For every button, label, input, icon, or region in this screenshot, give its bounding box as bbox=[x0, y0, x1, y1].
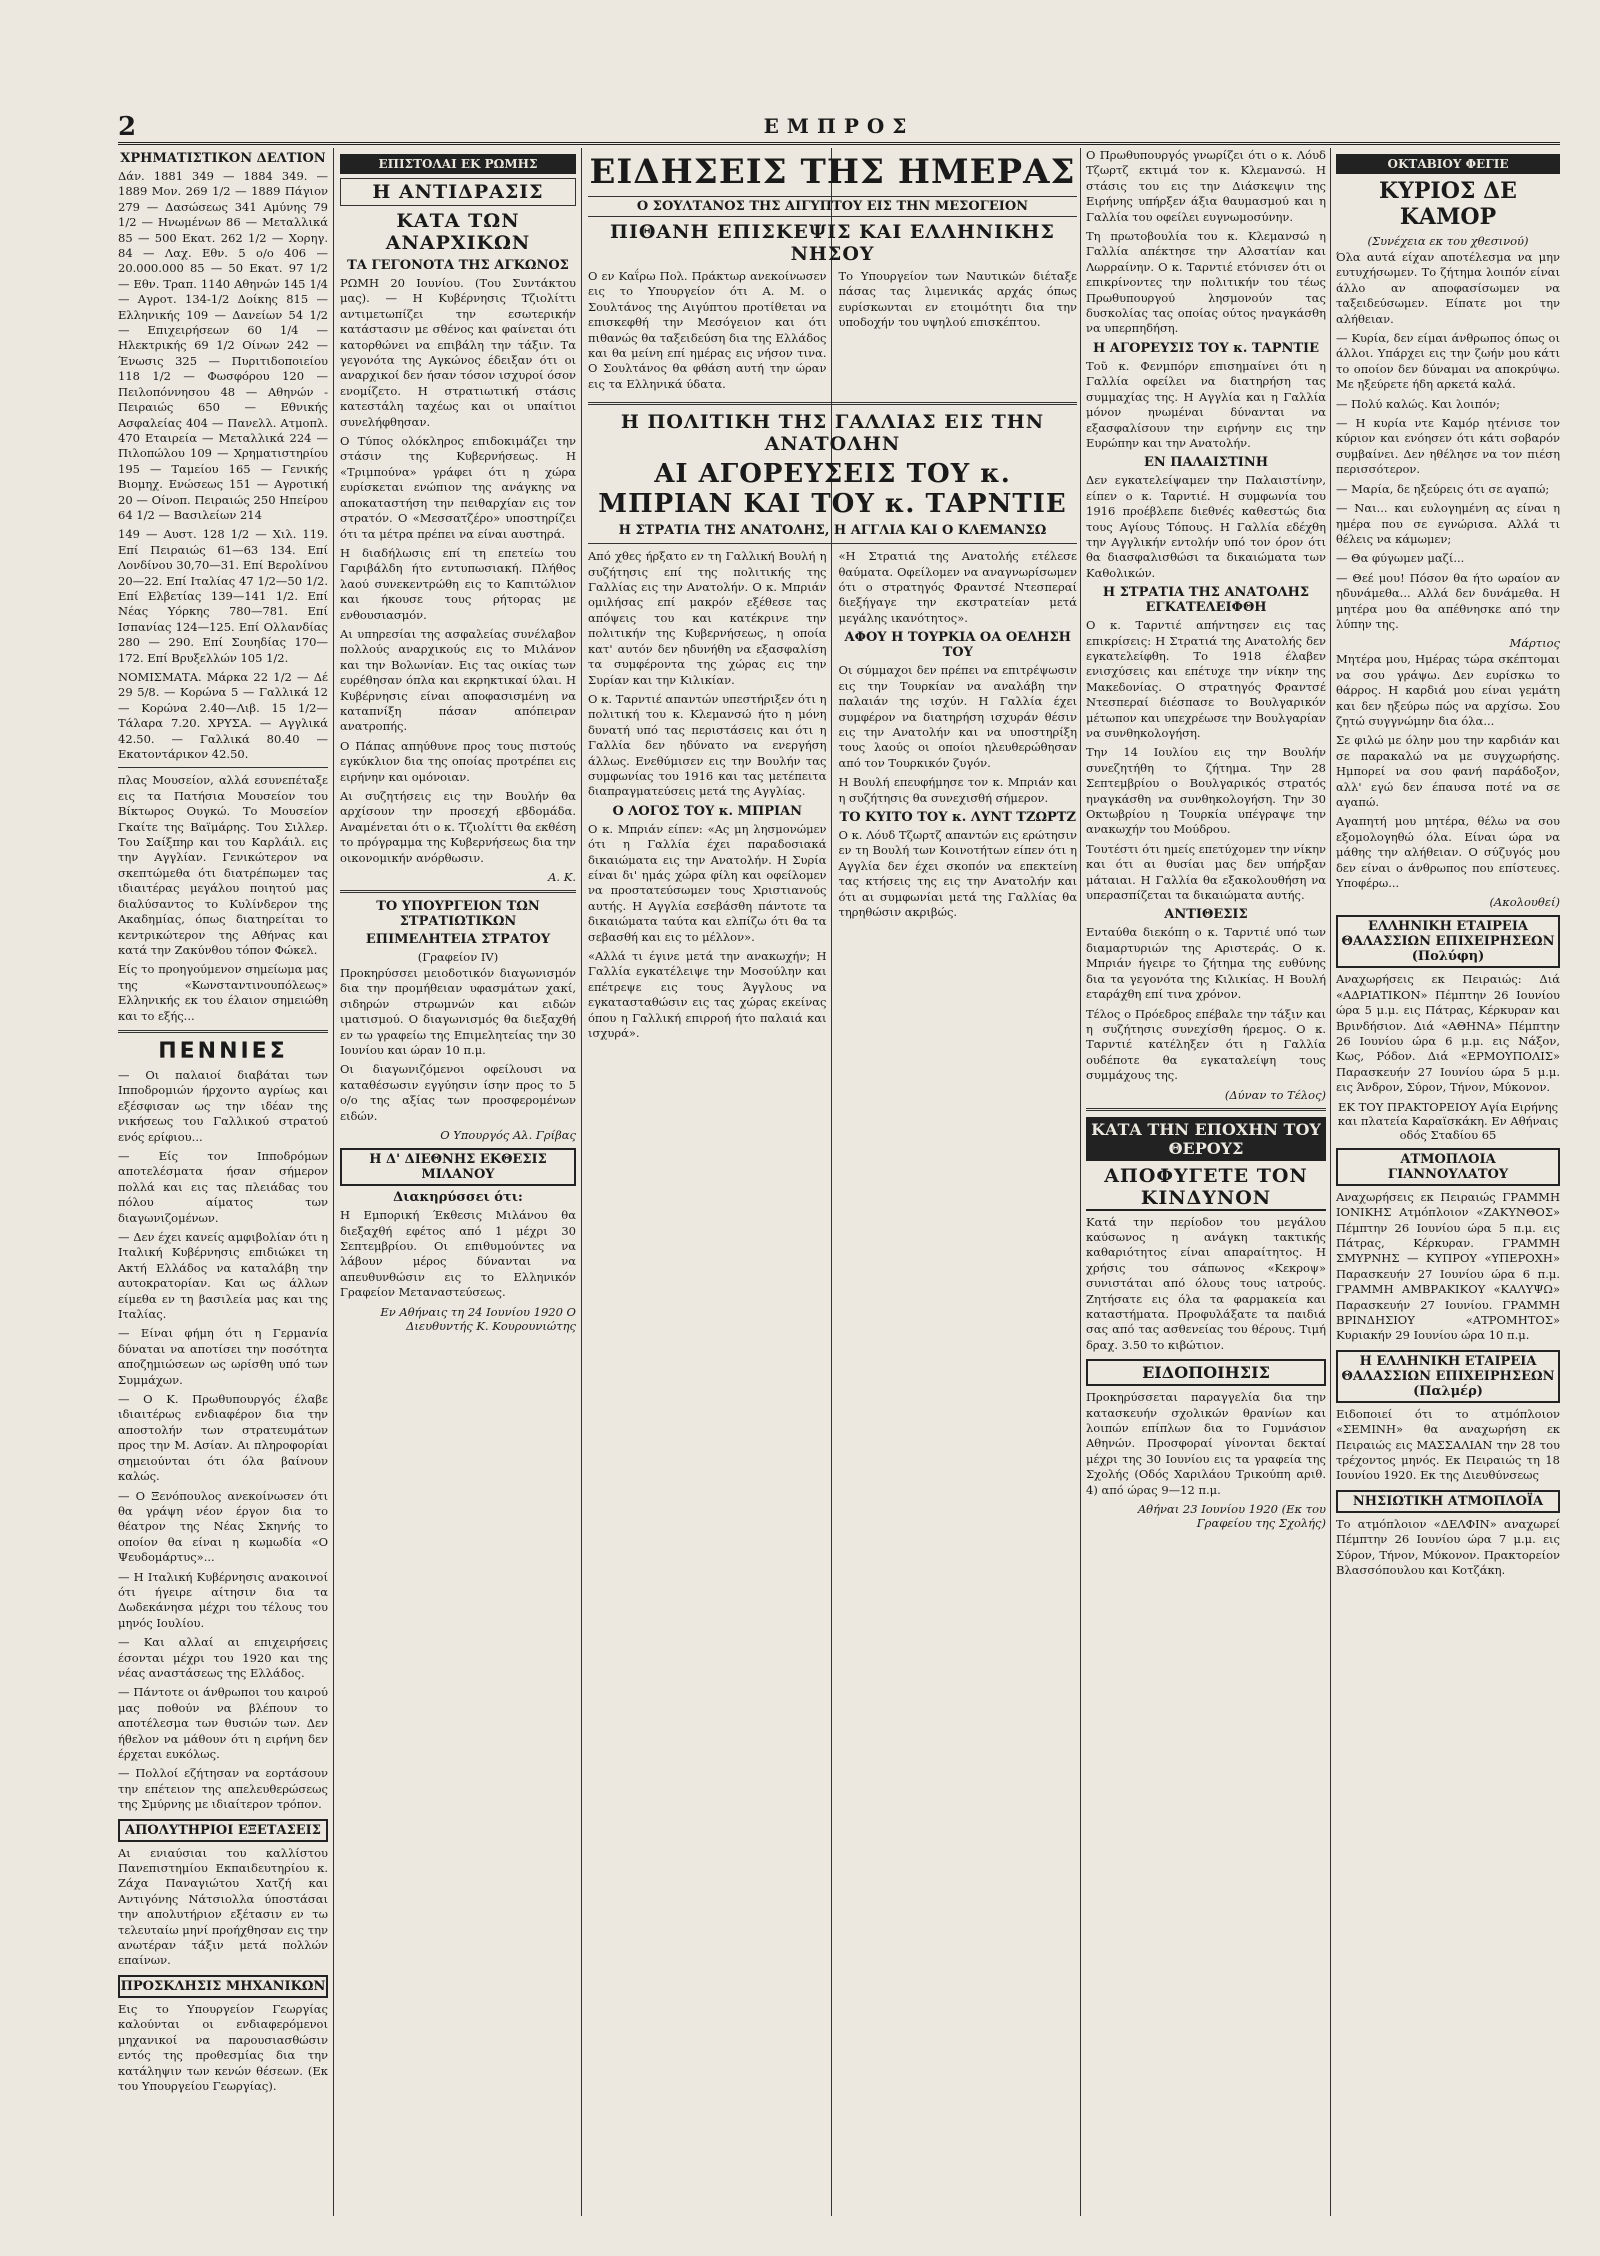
article-text: Δεν εγκατελείψαμεν την Παλαιστίνην, είπεν ο κ. Ταρντιέ. Η συμφωνία του 1916 προέβλεπε διεθνές καθεστώς δια τους Αγίους Τόπους. Η Γαλλία εδέχθη την Αγγλικήν εντολήν υπό τον όρον ότι θα διασφαλισθώσι τα δικαιώματα των Καθολικών. bbox=[1086, 473, 1326, 580]
news-item: — Και αλλαί αι επιχειρήσεις έσονται μέχρι του 1920 και της νέας αναστάσεως της Ελλάδος. bbox=[118, 1635, 328, 1680]
article-text: Ο κ. Ταρντιέ απήντησεν εις τας επικρίσεις: Η Στρατιά της Ανατολής δεν εγκατελείφθη. Το 1918 έλαβεν ενισχύσεις και επέτυχε την νίκην της Μακεδονίας. Ο στρατηγός Φραντσέ Ντεσπεραί διέσπασε το Βουλγαρικόν μέτωπον και υπεχρέωσε την Βουλγαρίαν να συνθηκολογήση. bbox=[1086, 618, 1326, 740]
exams-heading: ΑΠΟΛΥΤΗΡΙΟΙ ΕΞΕΤΑΣΕΙΣ bbox=[118, 1819, 328, 1842]
shipping-heading: Η ΕΛΛΗΝΙΚΗ ΕΤΑΙΡΕΙΑ ΘΑΛΑΣΣΙΩΝ ΕΠΙΧΕΙΡΗΣΕΩΝ (Παλμέρ) bbox=[1336, 1350, 1560, 1403]
shipping-text: Αναχωρήσεις εκ Πειραιώς ΓΡΑΜΜΗ ΙΟΝΙΚΗΣ Ατμόπλοιον «ΖΑΚΥΝΘΟΣ» Πέμπτην 26 Ιουνίου ώρα 5 π.μ. εις Πάτρας, Κέρκυραν. ΓΡΑΜΜΗ ΣΜΥΡΝΗΣ — ΚΥΠΡΟΥ «ΥΠΕΡΟΧΗ» Παρασκευήν 27 Ιουνίου ώρα 6 π.μ. ΓΡΑΜΜΗ ΑΜΒΡΑΚΙΚΟΥ «ΚΑΛΥΨΩ» Παρασκευήν 27 Ιουνίου. ΓΡΑΜΜΗ ΒΡΙΝΔΗΣΙΟΥ «ΑΤΡΟΜΗΤΟΣ» Κυριακήν 29 Ιουνίου ώρα 10 π.μ. bbox=[1336, 1189, 1560, 1343]
market-report-title: ΧΡΗΜΑΤΙΣΤΙΚΟΝ ΔΕΛΤΙΟΝ bbox=[120, 151, 326, 166]
serial-text: Όλα αυτά είχαν αποτέλεσμα να μην ευτυχήσωμεν. Το ζήτημα λοιπόν είναι άλλο αν αποφασίσωμεν να ταξειδεύσωμεν. Είπατε μοι την αλήθειαν. bbox=[1336, 250, 1560, 326]
notice-heading: ΤΟ ΥΠΟΥΡΓΕΙΟΝ ΤΩΝ ΣΤΡΑΤΙΩΤΙΚΩΝ bbox=[376, 899, 540, 930]
article-text: Ο Τύπος ολόκληρος επιδοκιμάζει την στάσιν της Κυβερνήσεως. Η «Τριμπούνα» γράφει ότι η χώρα ευρίσκεται ενώπιον της ανάγκης να αποκαταστήση την πειθαρχίαν εις τον στρατόν. Ο «Μεσσατζέρο» υποστηρίζει ότι τα μέτρα πρέπει να είναι αυστηρά. bbox=[340, 434, 576, 541]
headline: ΚΑΤΑ ΤΩΝ ΑΝΑΡΧΙΚΩΝ bbox=[385, 210, 531, 254]
news-item: — Η Ιταλική Κυβέρνησις ανακοινοί ότι ήγειρε αίτησιν δια τα Δωδεκάνησα μέχρι του τέλους του μηνός Ιουλίου. bbox=[118, 1569, 328, 1630]
section-subheading: Η ΣΤΡΑΤΙΑ ΤΗΣ ΑΝΑΤΟΛΗΣ ΕΓΚΑΤΕΛΕΙΦΘΗ bbox=[1102, 585, 1310, 616]
article-text: Ο Πάπας απηύθυνε προς τους πιστούς εγκύκλιον δια της οποίας προτρέπει εις ειρήνην και ομόνοιαν. bbox=[340, 738, 576, 784]
section-subheading: ΑΝΤΙΘΕΣΙΣ bbox=[1164, 907, 1248, 923]
advert-text: Κατά την περίοδον του μεγάλου καύσωνος η ανάγκη τακτικής καθαριότητος είναι απαραίτητος. Η χρήσις του σάπωνος «Κεκροψ» συνιστάται από όλους τους ιατρούς. Ζητήσατε εις όλα τα φαρμακεία και καταστήματα. Προφυλάξατε τα παιδιά σας από τας ασθενείας του θέρους. Τιμή δραχ. 3.50 το κιβώτιον. bbox=[1086, 1214, 1326, 1352]
notice-text: Προκηρύσσει μειοδοτικόν διαγωνισμόν δια την προμήθειαν υφασμάτων χακί, σιδηρών στρωμνών και ειδών ιματισμού. Ο διαγωνισμός θα διεξαχθή εν τω γραφείω της Επιμελητείας την 30 Ιουνίου και ώραν 10 π.μ. bbox=[340, 966, 576, 1058]
serial-text: Σε φιλώ με όλην μου την καρδιάν και σε παρακαλώ να με συγχωρήσης. Ημπορεί να σου φανή παράδοξον, αλλ' εγώ δεν έπαυσα ποτέ να σε αγαπώ. bbox=[1336, 733, 1560, 809]
column-rule bbox=[1330, 148, 1331, 2216]
section-subheading: ΤΟ ΚΥΙΤΟ ΤΟΥ κ. ΛΥΝΤ ΤΖΩΡΤΖ bbox=[839, 809, 1076, 825]
page-number: 2 bbox=[118, 112, 137, 142]
engineers-text: Εις το Υπουργείον Γεωργίας καλούνται οι ενδιαφερόμενοι μηχανικοί να παρουσιασθώσιν εντός της προθεσμίας δια την κατάληψιν των κενών θέσεων. (Εκ του Υπουργείου Γεωργίας). bbox=[118, 2001, 328, 2093]
article-text: ΡΩΜΗ 20 Ιουνίου. (Του Συντάκτου μας). — Η Κυβέρνησις Τζιολίττι αντιμετωπίζει την εσωτερικήν κατάστασιν με σθένος και φαίνεται ότι κατορθώνει να επιβάλη την τάξιν. Τα γεγονότα της Αγκώνος έδειξαν ότι οι αναρχικοί δεν ήσαν τόσον ισχυροί όσον ενομίζετο. Η στρατιωτική στάσις κατεστάλη ταχέως και οι υπαίτιοι συνελήφθησαν. bbox=[340, 276, 576, 429]
article-text: Η διαδήλωσις επί τη επετείω του Γαριβάλδη ήτο εντυπωσιακή. Πλήθος λαού συνεκεντρώθη εις το Καπιτώλιον και ήκουσε τους ρήτορας με ενθουσιασμόν. bbox=[340, 545, 576, 622]
article-text: πλας Μουσείον, αλλά εσυνεπέταξε εις τα Πατήσια Μουσείον του Βίκτωρος Ουγκώ. Το Μουσείον Γκαίτε της Βαϊμάρης. Του Σιλλερ. Του Σαίξπηρ και του Καρλάιλ. εις την Αγγλίαν. Γενικώτερον να σκεπτώμεθα ότι διατρέπωμεν τας ιδιαιτέρας μεγάλου ποιητού μας διαλύσαντος το Κυλίνδερον της Ακαδημίας, όπως διατηρείται το κεντρικώτερον της Αθήνας και κατά την Ζακύνθου τόπον Φώκελ. bbox=[118, 773, 328, 957]
article-text: Ενταύθα διεκόπη ο κ. Ταρντιέ υπό των διαμαρτυριών της Αριστεράς. Ο κ. Μπριάν ήγειρε το ζήτημα της ευθύνης δια τα γεγονότα της Κιλικίας. Η Βουλή εταράχθη επί τινα χρόνον. bbox=[1086, 925, 1326, 1002]
headline: Η ΠΟΛΙΤΙΚΗ ΤΗΣ ΓΑΛΛΙΑΣ ΕΙΣ ΤΗΝ ΑΝΑΤΟΛΗΝ bbox=[620, 411, 1045, 456]
notice-subheading: (Γραφείον IV) bbox=[417, 950, 499, 965]
exams-text: Αι ενιαύσιαι του καλλίστου Πανεπιστημίου Εκπαιδευτηρίου κ. Ζάχα Παναγιώτου Χατζή και Αντιγόνης Νάτσιολλα ύποστάσαι την απολυτήριον εξέτασιν εν τω τελευταίω μηνί προήχθησαν εις την ανωτέραν τάξιν μετά πολλών επαίνων. bbox=[118, 1845, 328, 1968]
article-text: Ο Πρωθυπουργός γνωρίζει ότι ο κ. Λόυδ Τζωρτζ εκτιμά τον κ. Κλεμανσώ. Η στάσις του εις την Διάσκεψιν της Ειρήνης υπήρξεν άξια θαυμασμού και η Γαλλία του οφείλει ευγνωμοσύνην. bbox=[1086, 148, 1326, 224]
shipping-text: Το ατμόπλοιον «ΔΕΛΦΙΝ» αναχωρεί Πέμπτην 26 Ιουνίου ώρα 7 μ.μ. εις Σύρον, Τήνον, Μύκονον. Πρακτορείον Βλασσόπουλου και Κοτζάκη. bbox=[1336, 1516, 1560, 1577]
news-item: — Είναι φήμη ότι η Γερμανία δύναται να αποτίσει την ποσότητα αποζημιώσεων ως ωρίσθη υπό των Συμμάχων. bbox=[118, 1326, 328, 1387]
section-heading: ΕΠΙΣΤΟΛΑΙ ΕΚ ΡΩΜΗΣ bbox=[340, 154, 576, 174]
serial-date: Μάρτιος bbox=[1509, 636, 1560, 651]
shipping-text: Αναχωρήσεις εκ Πειραιώς: Διά «ΑΔΡΙΑΤΙΚΟΝ» Πέμπτην 26 Ιουνίου ώρα 5 μ.μ. εις Πάτρας, Κέρκυραν και Βρινδήσιον. Διά «ΑΘΗΝΑ» Πέμπτην 26 Ιουνίου ώρα 6 μ.μ. εις Νάξον, Κως, Ρόδον. Διά «ΕΡΜΟΥΠΟΛΙΣ» Παρασκευήν 27 Ιουνίου ώρα 5 μ.μ. εις Άνδρον, Σύρον, Τήνον, Μύκονον. bbox=[1336, 972, 1560, 1095]
column-5 bbox=[1336, 148, 1560, 2216]
expo-subheading: Διακηρύσσει ότι: bbox=[393, 1190, 523, 1206]
serial-subtitle: (Συνέχεια εκ του χθεσινού) bbox=[1367, 234, 1529, 248]
news-item: — Οι παλαιοί διαβάται των Ιπποδρομιών ήρχοντο αγρίως και εξέσφισαν ως την ιδέαν της νικήσεως του Γαλλικού στρατού ενός ερίφιου... bbox=[118, 1067, 328, 1144]
masthead bbox=[118, 112, 1560, 145]
serial-text: — Πολύ καλώς. Και λοιπόν; bbox=[1336, 396, 1501, 411]
column-1 bbox=[118, 148, 328, 2216]
serial-author: ΟΚΤΑΒΙΟΥ ΦΕΓΙΕ bbox=[1336, 154, 1560, 174]
signature: (Δύναν το Τέλος) bbox=[1224, 1087, 1326, 1102]
serial-text: Αγαπητή μου μητέρα, θέλω να σου εξομολογηθώ όλα. Είναι ώρα να μάθης την αλήθειαν. Ο σύζυγός μου δεν είναι ο άνθρωπος που επίστευες. Υποφέρω... bbox=[1336, 814, 1560, 891]
serial-text: — Ναι... και ευλογημένη ας είναι η ημέρα που σε εγνώρισα. Αλλά τι θέλεις να κάμωμεν; bbox=[1336, 501, 1560, 546]
notice-heading: ΕΠΙΜΕΛΗΤΕΙΑ ΣΤΡΑΤΟΥ bbox=[365, 932, 551, 948]
column-4 bbox=[838, 148, 1076, 2216]
section-subheading: ΕΝ ΠΑΛΑΙΣΤΙΝΗ bbox=[1143, 455, 1269, 471]
column-4-text bbox=[1086, 148, 1326, 2216]
headline: Ο ΣΟΥΛΤΑΝΟΣ ΤΗΣ ΑΙΓΥΠΤΟΥ ΕΙΣ ΤΗΝ ΜΕΣΟΓΕΙΟΝ bbox=[588, 196, 1077, 217]
shipping-heading: ΝΗΣΙΩΤΙΚΗ ΑΤΜΟΠΛΟΪΑ bbox=[1336, 1490, 1560, 1513]
serial-text: Μητέρα μου, Ημέρας τώρα σκέπτομαι να σου γράψω. Δεν ευρίσκω το θάρρος. Η καρδιά μου είναι γεμάτη και δεν ηξεύρω πώς να αρχίσω. Σου ζητώ συγγνώμην δια όλα... bbox=[1336, 652, 1560, 728]
subheadline: Η ΣΤΡΑΤΙΑ ΤΗΣ ΑΝΑΤΟΛΗΣ, Η ΑΓΓΛΙΑ ΚΑΙ Ο ΚΛΕΜΑΝΣΩ bbox=[618, 523, 1047, 539]
notice-text: Οι διαγωνιζόμενοι οφείλουσι να καταθέσωσιν εγγύησιν ίσην προς το 5 ο/ο της αξίας των προσφερομένων ειδών. bbox=[340, 1062, 576, 1123]
article-text: Αι συζητήσεις εις την Βουλήν θα αρχίσουν την προσεχή εβδομάδα. Αναμένεται ότι ο κ. Τζιολίττι θα εκθέση το πρόγραμμα της Κυβερνήσεως δια την οικονομικήν ανόρθωσιν. bbox=[340, 789, 576, 865]
column-rule bbox=[581, 148, 582, 2216]
article-text: «Αλλά τι έγινε μετά την ανακωχήν; Η Γαλλία εγκατέλειψε την Μοσούλην και επέτρεψε εις τους Άγγλους να εγκατασταθώσιν εις τας χώρας εκείνας όπου η Γαλλική επιρροή ήτο παλαιά και ισχυρά». bbox=[588, 949, 827, 1041]
market-report-text: Δάν. 1881 349 — 1884 349. — 1889 Μον. 269 1/2 — 1889 Πάγιον 279 — Δασώσεως 341 Αμύνης 79 1/2 — Ηνωμένων 86 — Μεταλλικά 85 — 500 Εκατ. 262 1/2 — Χορηγ. 84 — Λαχ. Εθν. 5 ο/ο 406 — 20.000.000 85 — 50 Εκατ. 97 1/2 — Εθν. Τραπ. 1140 Αθηνών 145 1/4 — Αγροτ. 134-1/2 Δοίκης 815 — Ελληνικής 109 — Δανείων 54 1/2 — Επιχειρήσεων 60 1/4 — Ηλεκτρικής 69 1/2 Οίνων 242 — Ένωσις 325 — Πυριτιδοποιείου 118 1/2 — Φωσφόρου 120 — Πειλοπόννησου 48 — Αθηνών - Πειραιώς 650 — Εθνικής Ασφαλείας 404 — Πανελλ. Ατμοπλ. 470 Εταιρεία — Μεταλλικά 224 — Πιλοπώλου 109 — Χρηματιστηρίου 195 — Ταμείου 165 — Γενικής Βιομηχ. Ενώσεως 151 — Αγροτική 20 — Οίνοπ. Πειραιώς 250 Ηπείρου 64 1/2 — Βασιλείων 214 bbox=[118, 169, 328, 522]
signature: Αθήναι 23 Ιουνίου 1920 (Εκ του Γραφείου της Σχολής) bbox=[1137, 1502, 1326, 1531]
advert-heading: ΑΠΟΦΥΓΕΤΕ ΤΟΝ ΚΙΝΔΥΝΟΝ bbox=[1086, 1165, 1326, 1211]
signature: Εν Αθήναις τη 24 Ιουνίου 1920 Ο Διευθυντής Κ. Κουρουνιώτης bbox=[380, 1304, 576, 1333]
notice-text: Προκηρύσσεται παραγγελία δια την κατασκευήν σχολικών θρανίων και λοιπών επίπλων δια το Γυμνάσιον Αθηνών. Προσφοραί γίνονται δεκταί μέχρι της 30 Ιουνίου εις τα γραφεία της Σχολής (Οδός Χαριλάου Τρικούπη αριθ. 4) από ώρας 9—12 π.μ. bbox=[1086, 1390, 1326, 1497]
section-subheading: Ο ΛΟΓΟΣ ΤΟΥ κ. ΜΠΡΙΑΝ bbox=[612, 803, 803, 819]
signature: Ο Υπουργός Αλ. Γρίβας bbox=[440, 1128, 576, 1143]
shipping-heading: ΕΛΛΗΝΙΚΗ ΕΤΑΙΡΕΙΑ ΘΑΛΑΣΣΙΩΝ ΕΠΙΧΕΙΡΗΣΕΩΝ (Πολύφη) bbox=[1336, 915, 1560, 968]
serial-title: ΚΥΡΙΟΣ ΔΕ ΚΑΜΟΡ bbox=[1379, 178, 1517, 230]
serial-text: — Θεέ μου! Πόσον θα ήτο ωραίον αν ηδυνάμεθα... Αλλά δεν δυνάμεθα. Η μητέρα μου θα απέθνησκε από την λύπην της. bbox=[1336, 570, 1560, 631]
news-item: — Δεν έχει κανείς αμφιβολίαν ότι η Ιταλική Κυβέρνησις επιδιώκει τη Ακτή Ελλάδος να καταλάβη την αυτοκρατορίαν. Και ως άλλων είμεθα εν τη βασιλεία μας και της Ιταλίας. bbox=[118, 1230, 328, 1322]
serial-continued: (Ακολουθεί) bbox=[1489, 895, 1560, 910]
column-2 bbox=[340, 148, 576, 2216]
headline: Η ΑΝΤΙΔΡΑΣΙΣ bbox=[340, 178, 576, 206]
article-text: Είς το προηγούμενον σημείωμα μας της «Κωνσταντινουπόλεως» Ελληνικής εκ του έλαιον σημειώθη και το εξής... bbox=[118, 962, 328, 1023]
article-text: Τοῦ κ. Φενμπόρν επισημαίνει ότι η Γαλλία οφείλει να διατηρήση τας συμμαχίας της. Η Αγγλία και η Γαλλία μόνον ηνωμέναι δύνανται να εξασφαλίσουν την ειρήνην εις την Ευρώπην και την Ανατολήν. bbox=[1086, 358, 1326, 450]
article-text: Τουτέστι ότι ημείς επετύχομεν την νίκην και ότι αι θυσίαι μας δεν υπήρξαν μάταιαι. Η Γαλλία θα εξακολουθήση να υπερασπίζεται τα δικαιώματα αυτής. bbox=[1086, 841, 1326, 903]
signature: Α. Κ. bbox=[548, 870, 576, 885]
serial-text: — Κυρία, δεν είμαι άνθρωπος όπως οι άλλοι. Υπάρχει εις την ζωήν μου κάτι το οποίον δεν δύναμαι να αποκρύψω. Με ηξεύρετε ήδη αρκετά καλά. bbox=[1336, 331, 1560, 392]
currency-report: ΝΟΜΙΣΜΑΤΑ. Μάρκα 22 1/2 — Δέ 29 5/8. — Κορώνα 5 — Γαλλικά 12 — Κορώνα 2.40—Λιβ. 15 1/2—Τάλαρα 7.20. ΧΡΥΣΑ. — Αγγλικά 42.50. — Γαλλικά 80.40 — Εκατοντάρικον 42.50. bbox=[118, 670, 328, 762]
article-subcolumn bbox=[588, 549, 827, 1045]
news-item: — Πολλοί εζήτησαν να εορτάσουν την επέτειον της απελευθερώσεως της Σμύρνης με ιδιαίτερον τρόπον. bbox=[118, 1766, 328, 1812]
engineers-heading: ΠΡΟΣΚΛΗΣΙΣ ΜΗΧΑΝΙΚΩΝ bbox=[118, 1975, 328, 1998]
column-rule bbox=[333, 148, 334, 2216]
article-text: Την 14 Ιουλίου εις την Βουλήν συνεζητήθη το ζήτημα. Την 28 Σεπτεμβρίου ο Βουλγαρικός στρατός ηναγκάσθη να συνθηκολογήση. Την 30 Οκτωβρίου η Τουρκία υπέγραψε την ανακωχήν του Μούδρου. bbox=[1086, 745, 1326, 837]
article-text: Ο κ. Μπριάν είπεν: «Ας μη λησμονώμεν ότι η Γαλλία έχει παραδοσιακά δικαιώματα εις την Ανατολήν. Η Συρία είναι δι' ημάς χώρα φίλη και οφείλομεν να προστατεύσωμεν τους Χριστιανούς αυτής. Η Αγγλία εσεβάσθη πάντοτε τα δικαιώματα ταύτα και ελπίζω ότι θα τα σεβασθή και εις το μέλλον». bbox=[588, 821, 827, 944]
pennies-title: ΠΕΝΝΙΕΣ bbox=[158, 1038, 288, 1064]
subheadline: ΤΑ ΓΕΓΟΝΟΤΑ ΤΗΣ ΑΓΚΩΝΟΣ bbox=[347, 258, 569, 273]
article-text: Το Υπουργείον των Ναυτικών διέταξε πάσας τας λιμενικάς αρχάς όπως ευρίσκωνται εν ετοιμότητι δια την υποδοχήν του υψηλού επισκέπτου. bbox=[838, 269, 1077, 330]
article-text: Ο κ. Ταρντιέ απαντών υπεστήριξεν ότι η πολιτική του κ. Κλεμανσώ ήτο η μόνη δυνατή υπό τας περιστάσεις και ότι η Γαλλία δεν ηδύνατο να ενεργήση άλλως. Ενεθύμισεν εις την Βουλήν τας συμφωνίας του 1916 και τας μετέπειτα διαπραγματεύσεις μετά της Αγγλίας. bbox=[588, 691, 827, 799]
market-report-text: 149 — Αυστ. 128 1/2 — Χιλ. 119. Επί Πειραιώς 61—63 134. Επί Λονδίνου 30,70—31. Επί Βερολίνου 20—22. Επί Ιταλίας 47 1/2—50 1/2. Επί Ελβετίας 139—141 1/2. Επί Νέας Υόρκης 780—781. Επί Ισπανίας 124—125. Επί Ολλανδίας 280 — 290. Επί Σουηδίας 170—172. Επί Βρυξελλών 105 1/2. bbox=[118, 527, 328, 665]
notice-heading: ΕΙΔΟΠΟΙΗΣΙΣ bbox=[1086, 1359, 1326, 1386]
shipping-text: Ειδοποιεί ότι το ατμόπλοιον «ΣΕΜΙΝΗ» θα αναχωρήση εκ Πειραιώς εις ΜΑΣΣΑΛΙΑΝ την 28 του τρέχοντος μηνός. Εκ Πειραιώς τη 18 Ιουνίου 1920. Εκ της Διευθύνσεως bbox=[1336, 1406, 1560, 1483]
article-text: Τη πρωτοβουλία του κ. Κλεμανσώ η Γαλλία απέκτησε την Αλσατίαν και Λωρραίνην. Ο κ. Ταρντιέ ετόνισεν ότι οι επικρίνοντες την πολιτικήν του τέως Πρωθυπουργού λησμονούν τας δυσκολίας τας οποίας ούτος ηναγκάσθη να υπερπηδήση. bbox=[1086, 229, 1326, 336]
article-text: Από χθες ήρξατο εν τη Γαλλική Βουλή η συζήτησις επί της πολιτικής της Γαλλίας εις την Ανατολήν. Ο κ. Μπριάν ομιλήσας επί μακρόν εξέθεσε τας απόψεις του και κατέκρινε την πολιτικήν της Κυβερνήσεως, η οποία κατ' αυτόν δεν ηδυνήθη να εξασφαλίση τα συμφέροντα της χώρας εις την Συρίαν και την Κιλικίαν. bbox=[588, 549, 827, 687]
article-text: Αι υπηρεσίαι της ασφαλείας συνέλαβον πολλούς αναρχικούς εις το Μιλάνον και την Βολωνίαν. Εις τας οικίας των ευρέθησαν όπλα και εκρηκτικαί ύλαι. Η Κυβέρνησις είναι αποφασισμένη να καταπνίξη πάσαν απόπειραν ανατροπής. bbox=[340, 626, 576, 734]
news-item: — Πάντοτε οι άνθρωποι του καιρού μας ποθούν να βλέπουν το αποτέλεσμα των θυσιών των. Δεν ήθελον να μάθουν ότι η ειρήνη δεν έρχεται ευκόλως. bbox=[118, 1685, 328, 1761]
shipping-address: ΕΚ ΤΟΥ ΠΡΑΚΤΟΡΕΙΟΥ Αγία Ειρήνης και πλατεία Καραϊσκάκη. Εν Αθήναις οδός Σταδίου 65 bbox=[1337, 1099, 1559, 1142]
expo-heading: Η Δ' ΔΙΕΘΝΗΣ ΕΚΘΕΣΙΣ ΜΙΛΑΝΟΥ bbox=[340, 1148, 576, 1186]
news-item: — Ο Ξενόπουλος ανεκοίνωσεν ότι θα γράψη νέον έργον δια το θέατρον της Νέας Σκηνής το οποίον θα είναι η κωμωδία «Ο Ψευδομάρτυς»... bbox=[118, 1488, 328, 1565]
article-text: Ο κ. Λόυδ Τζωρτζ απαντών εις ερώτησιν εν τη Βουλή των Κοινοτήτων είπεν ότι η Αγγλία δεν έχει σκοπόν να επεκτείνη τας κτήσεις της εις την Ανατολήν και ότι αι συμφωνίαι μετά της Γαλλίας θα τηρηθώσιν ακριβώς. bbox=[838, 827, 1077, 919]
column-rule bbox=[1080, 148, 1081, 2216]
shipping-heading: ΑΤΜΟΠΛΟΙΑ ΓΙΑΝΝΟΥΛΑΤΟΥ bbox=[1336, 1148, 1560, 1186]
headline: ΠΙΘΑΝΗ ΕΠΙΣΚΕΨΙΣ ΚΑΙ ΕΛΛΗΝΙΚΗΣ ΝΗΣΟΥ bbox=[610, 221, 1055, 265]
news-item: — Είς τον Ιπποδρόμων αποτελέσματα ήσαν σήμερον πολλά και εις τας πλειάδας του πόλου αίματος των διαγωνιζομένων. bbox=[118, 1148, 328, 1225]
article-text: Η Βουλή επευφήμησε τον κ. Μπριάν και η συζήτησις θα συνεχισθή σήμερον. bbox=[838, 775, 1077, 805]
news-item: — Ο Κ. Πρωθυπουργός έλαβε ιδιαιτέρως ενδιαφέρον δια την αποστολήν των στρατευμάτων προς την Μ. Ασίαν. Αι πληροφορίαι σημειούνται ότι όλα βαίνουν καλώς. bbox=[118, 1392, 328, 1484]
section-subheading: Η ΑΓΟΡΕΥΣΙΣ ΤΟΥ κ. ΤΑΡΝΤΙΕ bbox=[1092, 340, 1320, 356]
section-subheading: ΑΦΟΥ Η ΤΟΥΡΚΙΑ ΟΑ ΟΕΛΗΣΗ ΤΟΥ bbox=[844, 630, 1071, 661]
section-title: ΕΙΔΗΣΕΙΣ ΤΗΣ ΗΜΕΡΑΣ bbox=[589, 152, 1076, 192]
serial-text: — Μαρία, δε ηξεύρεις ότι σε αγαπώ; bbox=[1336, 481, 1550, 496]
serial-text: — Θα φύγωμεν μαζί... bbox=[1336, 551, 1465, 566]
newspaper-name: ΕΜΠΡΟΣ bbox=[763, 114, 915, 138]
article-text: «Η Στρατιά της Ανατολής ετέλεσε θαύματα. Οφείλομεν να αναγνωρίσωμεν ότι ο στρατηγός Φραντσέ Ντεσπεραί διεξήγαγε την εκστρατείαν μετά μεγάλης ικανότητος». bbox=[838, 549, 1077, 625]
advert-heading: ΚΑΤΑ ΤΗΝ ΕΠΟΧΗΝ ΤΟΥ ΘΕΡΟΥΣ bbox=[1086, 1117, 1326, 1161]
serial-text: — Η κυρία ντε Καμόρ ητένισε τον κύριον και ενόησεν ότι κάτι σοβαρόν συμβαίνει. Δεν ηθέλησε να τον πιέση περισσότερον. bbox=[1336, 416, 1560, 477]
headline: ΑΙ ΑΓΟΡΕΥΣΕΙΣ ΤΟΥ κ. ΜΠΡΙΑΝ ΚΑΙ ΤΟΥ κ. ΤΑΡΝΤΙΕ bbox=[598, 459, 1067, 520]
article-text: Οι σύμμαχοι δεν πρέπει να επιτρέψωσιν εις την Τουρκίαν να αναλάβη την παλαιάν της ισχύν. Η Γαλλία έχει συμφέρον να διατηρήση ισχυράν θέσιν εις την Ανατολήν και να υποστηρίξη τους λαούς οι οποίοι ηλευθερώθησαν από τον Τουρκικόν ζυγόν. bbox=[838, 663, 1077, 770]
expo-text: Η Εμπορική Έκθεσις Μιλάνου θα διεξαχθή εφέτος από 1 μέχρι 30 Σεπτεμβρίου. Οι επιθυμούντες να λάβουν μέρος δύνανται να απευθυνθώσιν εις το Ελληνικόν Γραφείον Μεταναστεύσεως. bbox=[340, 1208, 576, 1300]
article-text: Τέλος ο Πρόεδρος επέβαλε την τάξιν και η συζήτησις συνεχίσθη ήρεμος. Ο κ. Ταρντιέ κατέληξεν ότι η Γαλλία ουδέποτε θα εγκαταλείψη τους συμμάχους της. bbox=[1086, 1006, 1326, 1083]
article-text: Ο εν Καΐρω Πολ. Πράκτωρ ανεκοίνωσεν εις το Υπουργείον ότι Α. Μ. ο Σουλτάνος της Αιγύπτου προτίθεται να επισκεφθή την Μεσόγειον και ότι πιθανώς θα ταξειδεύση δια της Ελλάδος και θα μείνη επί ημέρας εις νήσον τινα. Ο Σουλτάνος θα φθάση αυτή την ώραν εις τα Ελληνικά ύδατα. bbox=[588, 269, 827, 391]
